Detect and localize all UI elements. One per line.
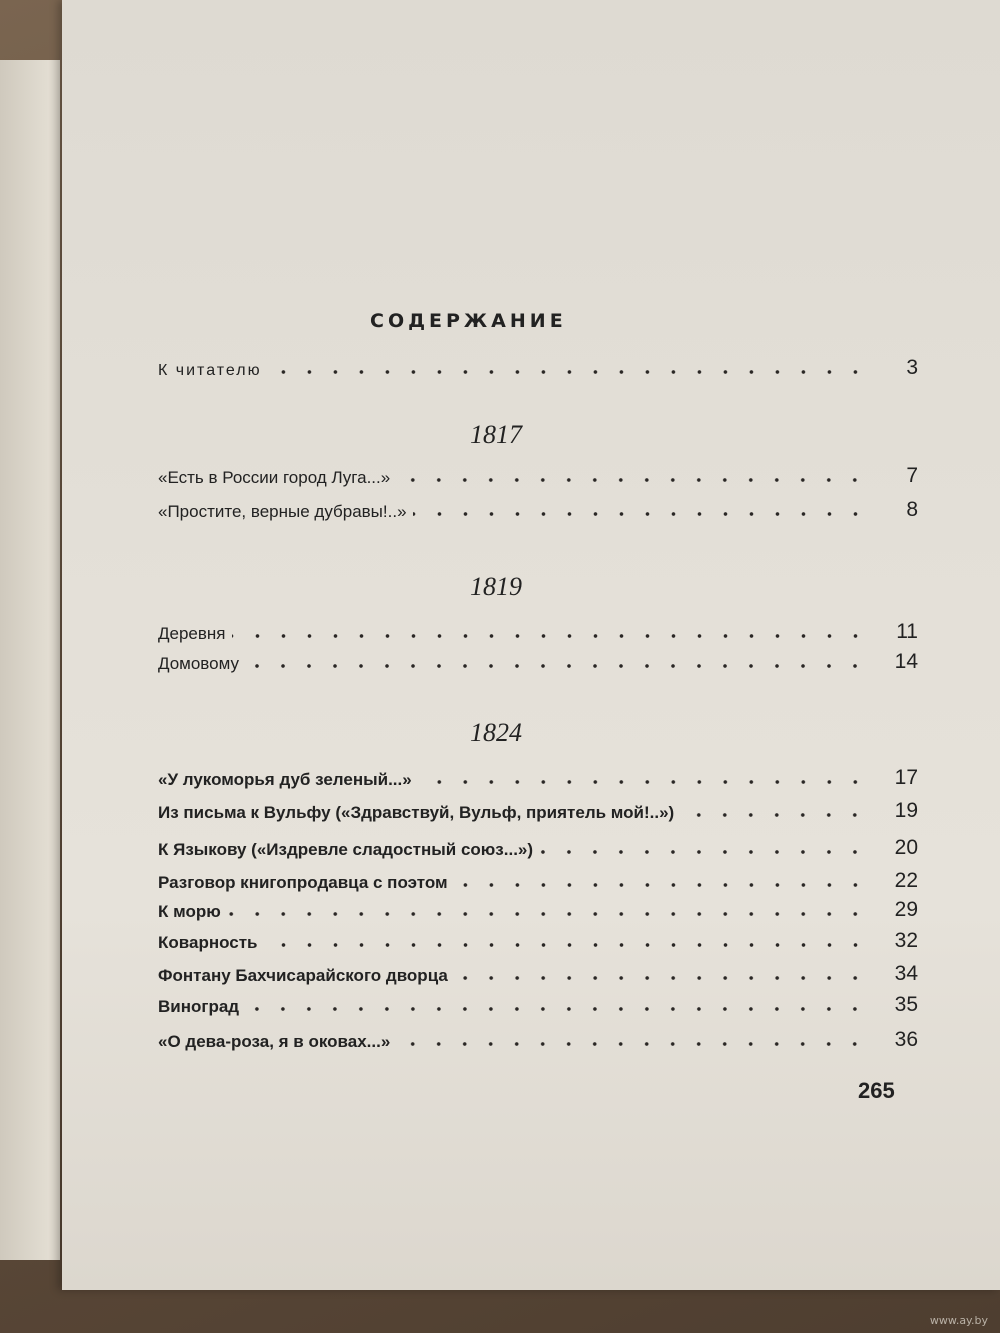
- dot-leader: [454, 882, 868, 888]
- year-heading-1817: 1817: [470, 420, 522, 449]
- toc-entry: [158, 960, 918, 986]
- toc-entry: [158, 991, 918, 1017]
- toc-entry-page: 14: [894, 650, 918, 673]
- dot-leader: [396, 1041, 868, 1047]
- toc-entry: [158, 1026, 918, 1052]
- dot-leader: [413, 511, 868, 517]
- toc-heading: СОДЕРЖАНИЕ: [370, 310, 567, 332]
- page-number: 265: [858, 1078, 895, 1103]
- toc-entry-intro: [158, 354, 918, 380]
- dot-leader: [227, 911, 868, 917]
- dot-leader: [268, 369, 868, 375]
- toc-entry-page: 8: [906, 498, 918, 521]
- dot-leader: [454, 975, 868, 981]
- dot-leader: [232, 633, 868, 639]
- toc-entry-page: 3: [906, 356, 918, 379]
- toc-entry-page: 11: [896, 620, 918, 643]
- toc-entry-title: Деревня: [158, 624, 226, 643]
- dot-leader: [396, 477, 868, 483]
- toc-entry-title: К морю: [158, 902, 221, 921]
- toc-entry-page: 29: [894, 898, 918, 921]
- back-page-edge: [0, 60, 60, 1260]
- toc-entry-page: 34: [894, 962, 918, 985]
- dot-leader: [418, 779, 868, 785]
- toc-entry-title: Коварность: [158, 933, 258, 952]
- dot-leader: [539, 849, 868, 855]
- watermark: www.ay.by: [929, 1314, 988, 1327]
- dot-leader: [245, 663, 868, 669]
- dot-leader: [680, 812, 868, 818]
- toc-entry: [158, 867, 918, 893]
- toc-entry: [158, 797, 918, 823]
- toc-entry: [158, 618, 918, 644]
- toc-entry: [158, 896, 918, 922]
- year-heading-1824: 1824: [470, 718, 522, 747]
- toc-entry-page: 17: [894, 766, 918, 789]
- dot-leader: [245, 1006, 868, 1012]
- toc-entry-title: «О дева-роза, я в оковах...»: [158, 1032, 391, 1051]
- toc-entry: [158, 764, 918, 790]
- toc-entry: [158, 834, 918, 860]
- toc-entry: [158, 648, 918, 674]
- toc-entry-title: Разговор книгопродавца с поэтом: [158, 873, 448, 892]
- toc-entry-title: «Есть в России город Луга...»: [158, 468, 391, 487]
- toc-entry-title: К Языкову («Издревле сладостный союз...»): [158, 840, 534, 859]
- toc-entry-page: 20: [894, 836, 918, 859]
- toc-entry-title: Фонтану Бахчисарайского дворца: [158, 966, 448, 985]
- toc-entry-title: Из письма к Вульфу («Здравствуй, Вульф, приятель мой!..»): [158, 803, 675, 822]
- toc-entry-page: 32: [894, 929, 918, 952]
- toc-entry-page: 7: [906, 464, 918, 487]
- toc-entry: [158, 462, 918, 488]
- book-page: [62, 0, 1000, 1290]
- toc-entry-page: 19: [894, 799, 918, 822]
- toc-entry-title: Виноград: [158, 997, 240, 1016]
- toc-entry: [158, 496, 918, 522]
- year-heading-1819: 1819: [470, 572, 522, 601]
- toc-entry: [158, 927, 918, 953]
- toc-entry-page: 36: [894, 1028, 918, 1051]
- toc-entry-page: 35: [894, 993, 918, 1016]
- dot-leader: [264, 942, 869, 948]
- toc-entry-title: Домовому: [158, 654, 239, 673]
- toc-entry-title: «Простите, верные дубравы!..»: [158, 502, 407, 521]
- toc-entry-title: «У лукоморья дуб зеленый...»: [158, 770, 412, 789]
- toc-entry-page: 22: [894, 869, 918, 892]
- toc-entry-title: К читателю: [158, 362, 262, 379]
